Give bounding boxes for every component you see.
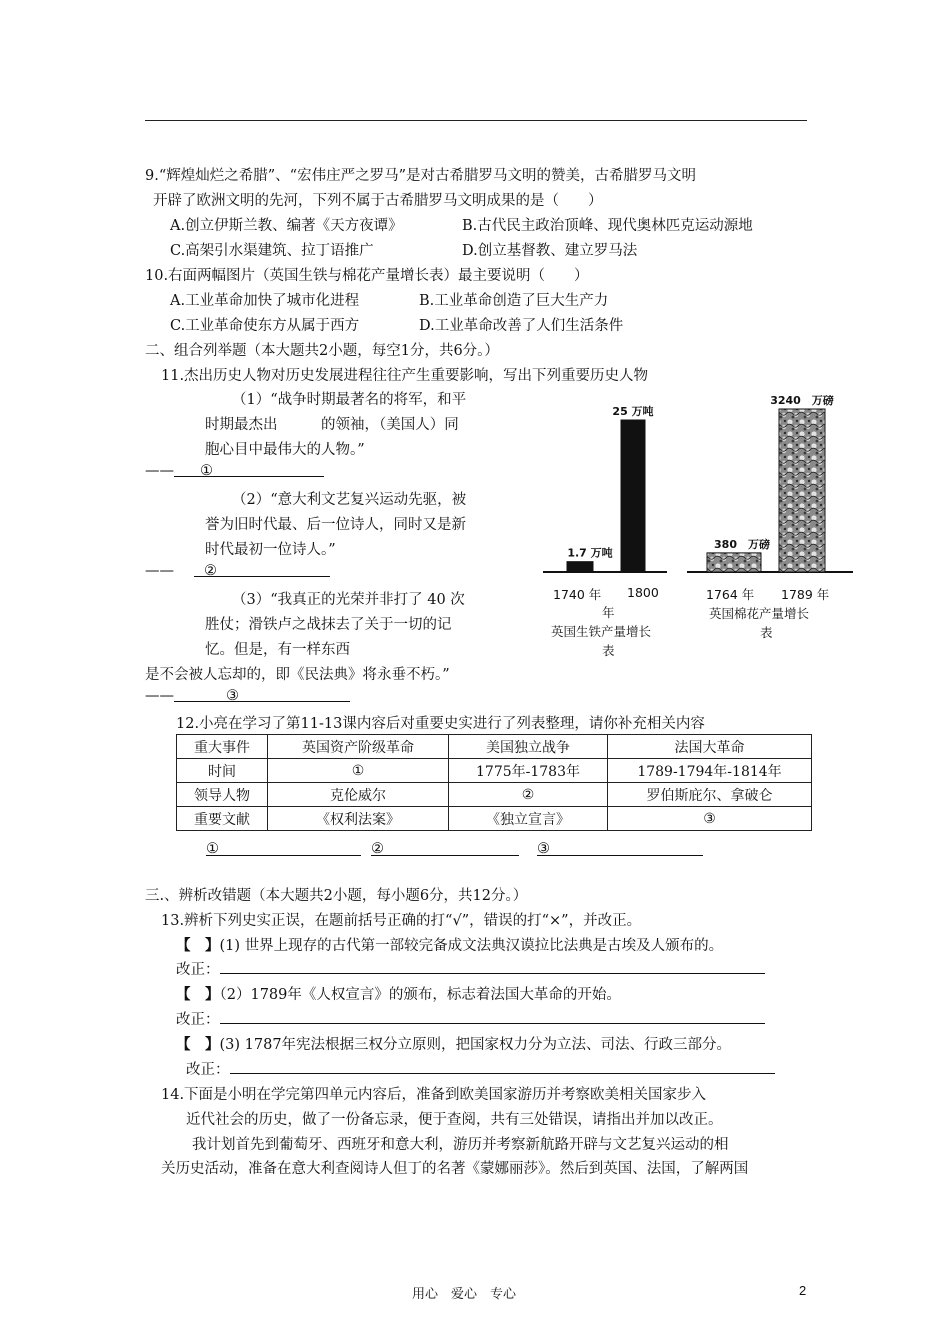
iron-year-2-unit: 年 [602, 605, 615, 620]
q13-statement-2 [176, 983, 621, 1004]
q11-p2-line1: （2）“意大利文艺复兴运动先驱，被 [232, 492, 467, 508]
q13-fix-1 [176, 958, 765, 979]
q11-answer3 [145, 688, 350, 704]
q13-s2-text: （2）1789年《人权宣言》的颁布，标志着法国大革命的开始。 [219, 987, 621, 1003]
q11-p3-line4: 是不会被人忘却的，即《民法典》将永垂不朽。” [145, 667, 450, 683]
q9-line1: 9.“辉煌灿烂之希腊”、“宏伟庄严之罗马”是对古希腊罗马文明的赞美，古希腊罗马文明 [145, 168, 696, 184]
q11-p1-line1: （1）“战争时期最著名的将军，和平 [232, 392, 467, 408]
q13-statement-3 [176, 1033, 731, 1054]
answer-dash: —— [145, 688, 174, 704]
table-header-cell: 美国独立战争 [449, 735, 608, 759]
table-cell: 克伦威尔 [268, 783, 449, 807]
answer-blank-1[interactable]: ① [174, 463, 324, 477]
q14-line4: 关历史活动，准备在意大利查阅诗人但丁的名著《蒙娜丽莎》。然后到英国、法国，了解两国 [161, 1161, 749, 1177]
cotton-year-1: 1764 年 [706, 587, 755, 602]
q9-option-c: C.高架引水渠建筑、拉丁语推广 [170, 243, 374, 259]
production-charts [535, 395, 865, 580]
judgement-bracket-1[interactable]: 【 】 [176, 937, 220, 954]
table-cell: 罗伯斯庇尔、拿破仑 [608, 783, 812, 807]
fix-label: 改正： [176, 962, 220, 978]
table-cell: ② [449, 783, 608, 807]
fix-blank-3[interactable] [230, 1059, 775, 1074]
table-header-cell: 英国资产阶级革命 [268, 735, 449, 759]
table-cell: 《权利法案》 [268, 807, 449, 831]
iron-caption: 英国生铁产量增长 [551, 624, 652, 639]
q13-statement-1 [176, 934, 723, 955]
table-row [177, 807, 812, 831]
answer-dash: —— [145, 563, 174, 579]
table-row [177, 783, 812, 807]
q9-option-b: B.古代民主政治顶峰、现代奥林匹克运动源地 [462, 218, 753, 234]
table-cell: 重要文献 [177, 807, 268, 831]
fix-label: 改正： [176, 1012, 220, 1028]
q12-answers [206, 841, 703, 857]
table-header-cell: 法国大革命 [608, 735, 812, 759]
iron-bar [621, 420, 645, 572]
iron-year-1: 1740 年 [553, 587, 602, 602]
section3-title: 三.、辨析改错题（本大题共2小题，每小题6分，共12分。） [145, 888, 528, 904]
q11-p2-line2: 誉为旧时代最、后一位诗人，同时又是新 [205, 517, 466, 533]
table-row [177, 735, 812, 759]
history-table [176, 734, 812, 831]
q11-p1-line2: 时期最杰出 的领袖，（美国人）同 [205, 417, 459, 433]
iron-bar [567, 562, 593, 572]
fix-blank-2[interactable] [220, 1009, 765, 1024]
q13-fix-3 [186, 1058, 775, 1079]
judgement-bracket-2[interactable]: 【 】 [176, 986, 220, 1003]
table-cell: 时间 [177, 759, 268, 783]
q14-line1: 14.下面是小明在学完第四单元内容后，准备到欧美国家游历并考察欧美相关国家步入 [161, 1087, 707, 1103]
q11-p3-line2: 胜仗；滑铁卢之战抹去了关于一切的记 [205, 617, 452, 633]
page-number: 2 [799, 1283, 807, 1298]
q10-option-d: D.工业革命改善了人们生活条件 [419, 318, 624, 334]
q12-intro: 12.小亮在学习了第11-13课内容后对重要史实进行了列表整理，请你补充相关内容 [176, 716, 705, 732]
iron-value-label: 1.7 万吨 [567, 546, 613, 560]
q13-fix-2 [176, 1008, 765, 1029]
q11-p3-line1: （3）“我真正的光荣并非打了 40 次 [232, 592, 465, 608]
iron-caption-2: 表 [602, 643, 615, 658]
fix-blank-1[interactable] [220, 959, 765, 974]
table-cell: 《独立宣言》 [449, 807, 608, 831]
q11-p3-line3: 忆。但是，有一样东西 [205, 642, 350, 658]
table-blank-3[interactable]: ③ [537, 841, 703, 856]
footer-slogan: 用心 爱心 专心 [412, 1287, 517, 1302]
q14-line2: 近代社会的历史，做了一份备忘录，便于查阅，共有三处错误，请指出并加以改正。 [186, 1112, 723, 1128]
q13-intro: 13.辨析下列史实正误，在题前括号正确的打“√”，错误的打“×”，并改正。 [161, 913, 642, 929]
fix-label: 改正： [186, 1062, 230, 1078]
table-cell: 1789-1794年-1814年 [608, 759, 812, 783]
q10-option-b: B.工业革命创造了巨大生产力 [419, 293, 609, 309]
q13-s3-text: (3) 1787年宪法根据三权分立原则，把国家权力分为立法、司法、行政三部分。 [219, 1037, 732, 1053]
cotton-value-label: 380 万磅 [714, 537, 770, 551]
q9-option-d: D.创立基督教、建立罗马法 [462, 243, 638, 259]
table-cell: ① [268, 759, 449, 783]
iron-value-label: 25 万吨 [612, 405, 654, 418]
judgement-bracket-3[interactable]: 【 】 [176, 1036, 220, 1053]
section2-title: 二、组合列举题（本大题共2小题，每空1分，共6分。） [145, 343, 499, 359]
cotton-caption-2: 表 [760, 625, 773, 640]
header-rule [145, 120, 807, 121]
q11-intro: 11.杰出历史人物对历史发展进程往往产生重要影响，写出下列重要历史人物 [161, 368, 649, 384]
answer-blank-3[interactable]: ③ [174, 688, 350, 702]
cotton-year-2: 1789 年 [781, 587, 830, 602]
answer-blank-2[interactable]: ② [194, 563, 330, 577]
cotton-bar [779, 409, 825, 572]
q10-line1: 10.右面两幅图片（英国生铁与棉花产量增长表）最主要说明（ ） [145, 268, 589, 284]
table-cell: 领导人物 [177, 783, 268, 807]
q11-answer2 [145, 563, 330, 579]
q9-option-a: A.创立伊斯兰教、编著《天方夜谭》 [170, 218, 403, 234]
table-cell: ③ [608, 807, 812, 831]
table-header-cell: 重大事件 [177, 735, 268, 759]
q10-option-c: C.工业革命使东方从属于西方 [170, 318, 360, 334]
cotton-value-label: 3240 万磅 [770, 395, 834, 407]
answer-dash: —— [145, 463, 174, 479]
iron-year-2: 1800 [627, 585, 659, 600]
table-blank-2[interactable]: ② [371, 841, 519, 856]
q11-p1-line3: 胞心目中最伟大的人物。” [205, 442, 365, 458]
table-row [177, 759, 812, 783]
q10-option-a: A.工业革命加快了城市化进程 [170, 293, 360, 309]
q11-p2-line3: 时代最初一位诗人。” [205, 542, 336, 558]
q11-answer1 [145, 463, 324, 479]
q13-s1-text: (1) 世界上现存的古代第一部较完备成文法典汉谟拉比法典是古埃及人颁布的。 [219, 938, 724, 954]
table-cell: 1775年-1783年 [449, 759, 608, 783]
cotton-caption: 英国棉花产量增长 [709, 606, 810, 621]
cotton-bar [707, 553, 761, 572]
q14-line3: 我计划首先到葡萄牙、西班牙和意大利，游历并考察新航路开辟与文艺复兴运动的相 [192, 1137, 729, 1153]
q9-line2: 开辟了欧洲文明的先河，下列不属于古希腊罗马文明成果的是（ ） [153, 193, 603, 209]
table-blank-1[interactable]: ① [206, 841, 361, 856]
